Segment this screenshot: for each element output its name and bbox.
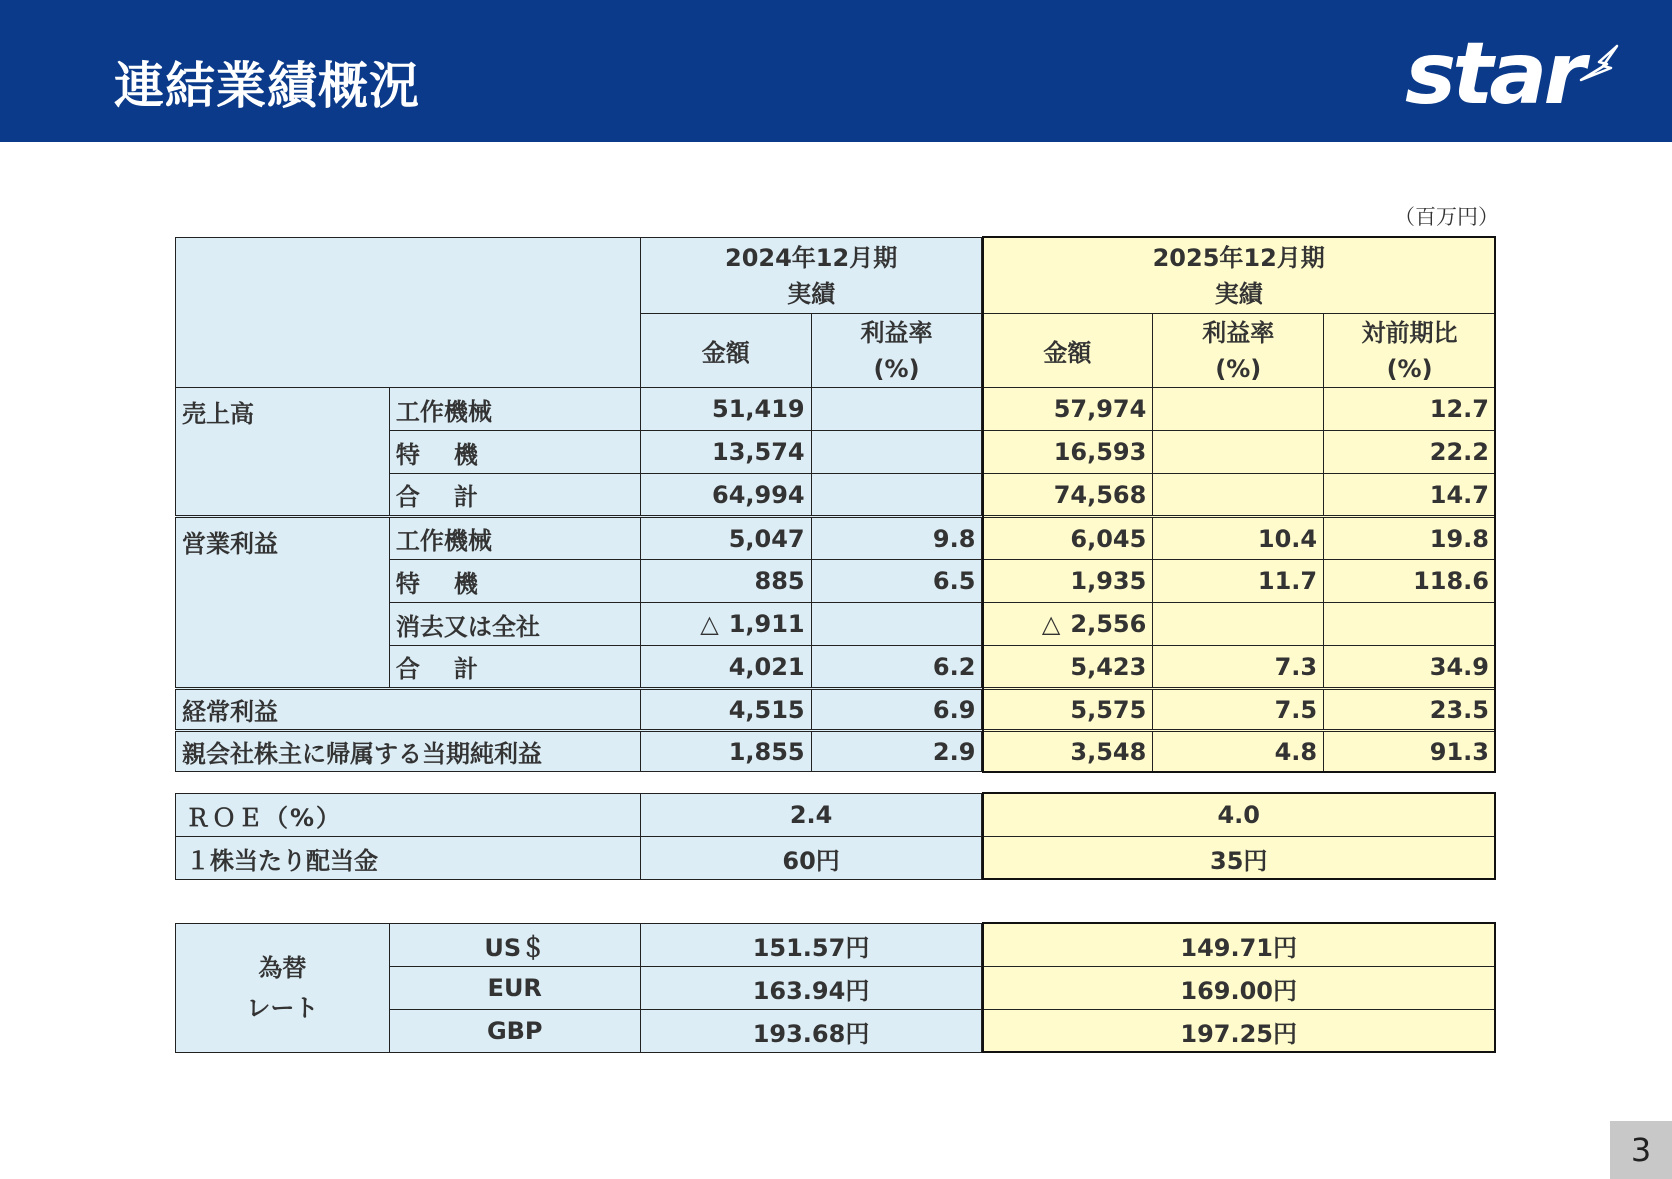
group-label: 売上高: [176, 388, 390, 517]
star-logo: [1405, 24, 1625, 128]
item-label: 工作機械: [389, 388, 640, 431]
star-icon: [1577, 44, 1621, 84]
roe-label: ＲＯＥ（%）: [176, 794, 641, 837]
item-label: 特機: [389, 560, 640, 603]
fx-table: [175, 923, 1496, 1053]
table-row: 売上高 工作機械 51,419 57,974 12.7: [176, 388, 1496, 431]
table-row: 親会社株主に帰属する当期純利益 1,855 2.9 3,548 4.8 91.3: [176, 731, 1496, 772]
col-margin-2024: 利益率 (%): [811, 314, 982, 388]
dividend-label: １株当たり配当金: [176, 837, 641, 880]
roe-table: [175, 793, 1496, 880]
group-label: 営業利益: [176, 517, 390, 689]
table-row: １株当たり配当金 60円 35円: [176, 837, 1496, 880]
logo-text: star: [1405, 24, 1582, 124]
results-table: [175, 237, 1496, 772]
table-row: 消去又は全社 △ 1,911 △ 2,556: [176, 603, 1496, 646]
table-row: 特機 885 6.5 1,935 11.7 118.6: [176, 560, 1496, 603]
table-row: 経常利益 4,515 6.9 5,575 7.5 23.5: [176, 689, 1496, 731]
header-bar: [0, 0, 1672, 142]
table-row: 合計 64,994 74,568 14.7: [176, 474, 1496, 517]
table-row: ＲＯＥ（%） 2.4 4.0: [176, 794, 1496, 837]
item-label: 工作機械: [389, 517, 640, 560]
item-label: 特機: [389, 431, 640, 474]
item-label: 消去又は全社: [389, 603, 640, 646]
table-row: 営業利益 工作機械 5,047 9.8 6,045 10.4 19.8: [176, 517, 1496, 560]
delta-icon: △: [700, 610, 719, 638]
fx-label: 為替 レート: [176, 924, 390, 1053]
table-row: EUR 163.94円 169.00円: [176, 967, 1496, 1010]
item-label: 合計: [389, 646, 640, 689]
page-number: 3: [1610, 1121, 1672, 1179]
unit-label: （百万円）: [1394, 205, 1499, 229]
period-2024-header: 2024年12月期 実績: [640, 238, 982, 314]
group-label: 経常利益: [176, 689, 641, 731]
table-row: GBP 193.68円 197.25円: [176, 1010, 1496, 1053]
delta-icon: △: [1041, 610, 1061, 638]
col-amount-2025: 金額: [982, 314, 1153, 388]
col-amount-2024: 金額: [640, 314, 811, 388]
col-margin-2025: 利益率 (%): [1153, 314, 1324, 388]
period-2025-header: 2025年12月期 実績: [982, 238, 1496, 314]
table-row: 為替 レート US＄ 151.57円 149.71円: [176, 924, 1496, 967]
col-yoy: 対前期比 (%): [1324, 314, 1496, 388]
header-blank: [176, 238, 641, 388]
page-title: 連結業績概況: [114, 57, 420, 115]
group-label: 親会社株主に帰属する当期純利益: [176, 731, 641, 772]
item-label: 合計: [389, 474, 640, 517]
table-row: 合計 4,021 6.2 5,423 7.3 34.9: [176, 646, 1496, 689]
table-row: 特機 13,574 16,593 22.2: [176, 431, 1496, 474]
